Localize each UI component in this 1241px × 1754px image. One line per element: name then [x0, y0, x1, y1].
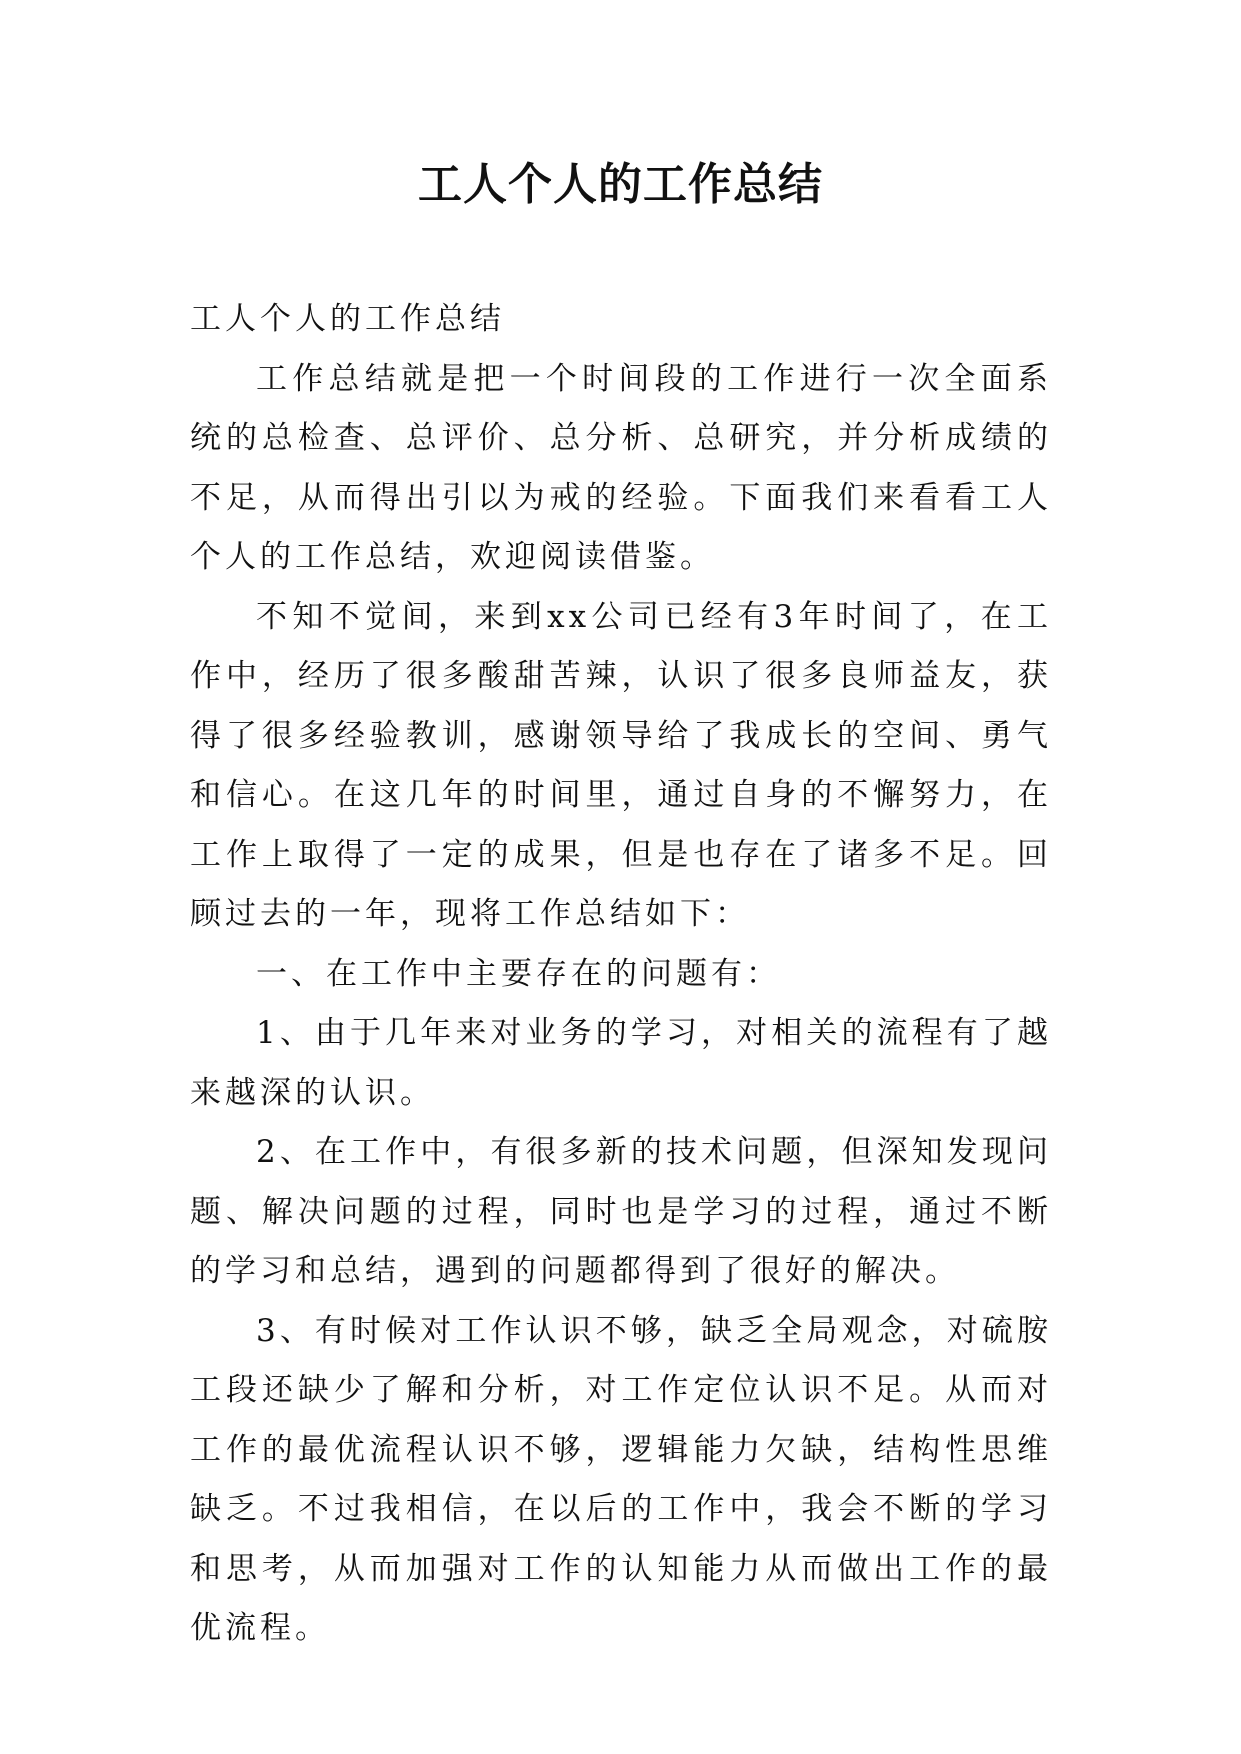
section-heading: 一、在工作中主要存在的问题有： — [256, 955, 781, 992]
list-item-2: 2、在工作中，有很多新的技术问题，但深知发现问题、解决问题的过程，同时也是学习的过程，通过不断的学习和总结，遇到的问题都得到了很好的解决。 — [190, 1134, 1052, 1289]
list-item-1: 1、由于几年来对业务的学习，对相关的流程有了越来越深的认识。 — [190, 1015, 1052, 1111]
subtitle-paragraph: 工人个人的工作总结 — [190, 301, 505, 337]
background-paragraph: 不知不觉间，来到xx公司已经有3年时间了，在工作中，经历了很多酸甜苦辣，认识了很多良师益友，获得了很多经验教训，感谢领导给了我成长的空间、勇气和信心。在这几年的时间里，通过自身的不懈努力，在工作上取得了一定的成果，但是也存在了诸多不足。回顾过去的一年，现将工作总结如下： — [190, 598, 1052, 932]
document-title: 工人个人的工作总结 — [418, 159, 823, 210]
intro-paragraph: 工作总结就是把一个时间段的工作进行一次全面系统的总检查、总评价、总分析、总研究，并分析成绩的不足，从而得出引以为戒的经验。下面我们来看看工人个人的工作总结，欢迎阅读借鉴。 — [190, 360, 1052, 575]
list-item-3: 3、有时候对工作认识不够，缺乏全局观念，对硫胺工段还缺少了解和分析，对工作定位认识不足。从而对工作的最优流程认识不够，逻辑能力欠缺，结构性思维缺乏。不过我相信，在以后的工作中，我会不断的学习和思考，从而加强对工作的认知能力从而做出工作的最优流程。 — [190, 1312, 1052, 1646]
document-body — [190, 290, 1052, 1659]
